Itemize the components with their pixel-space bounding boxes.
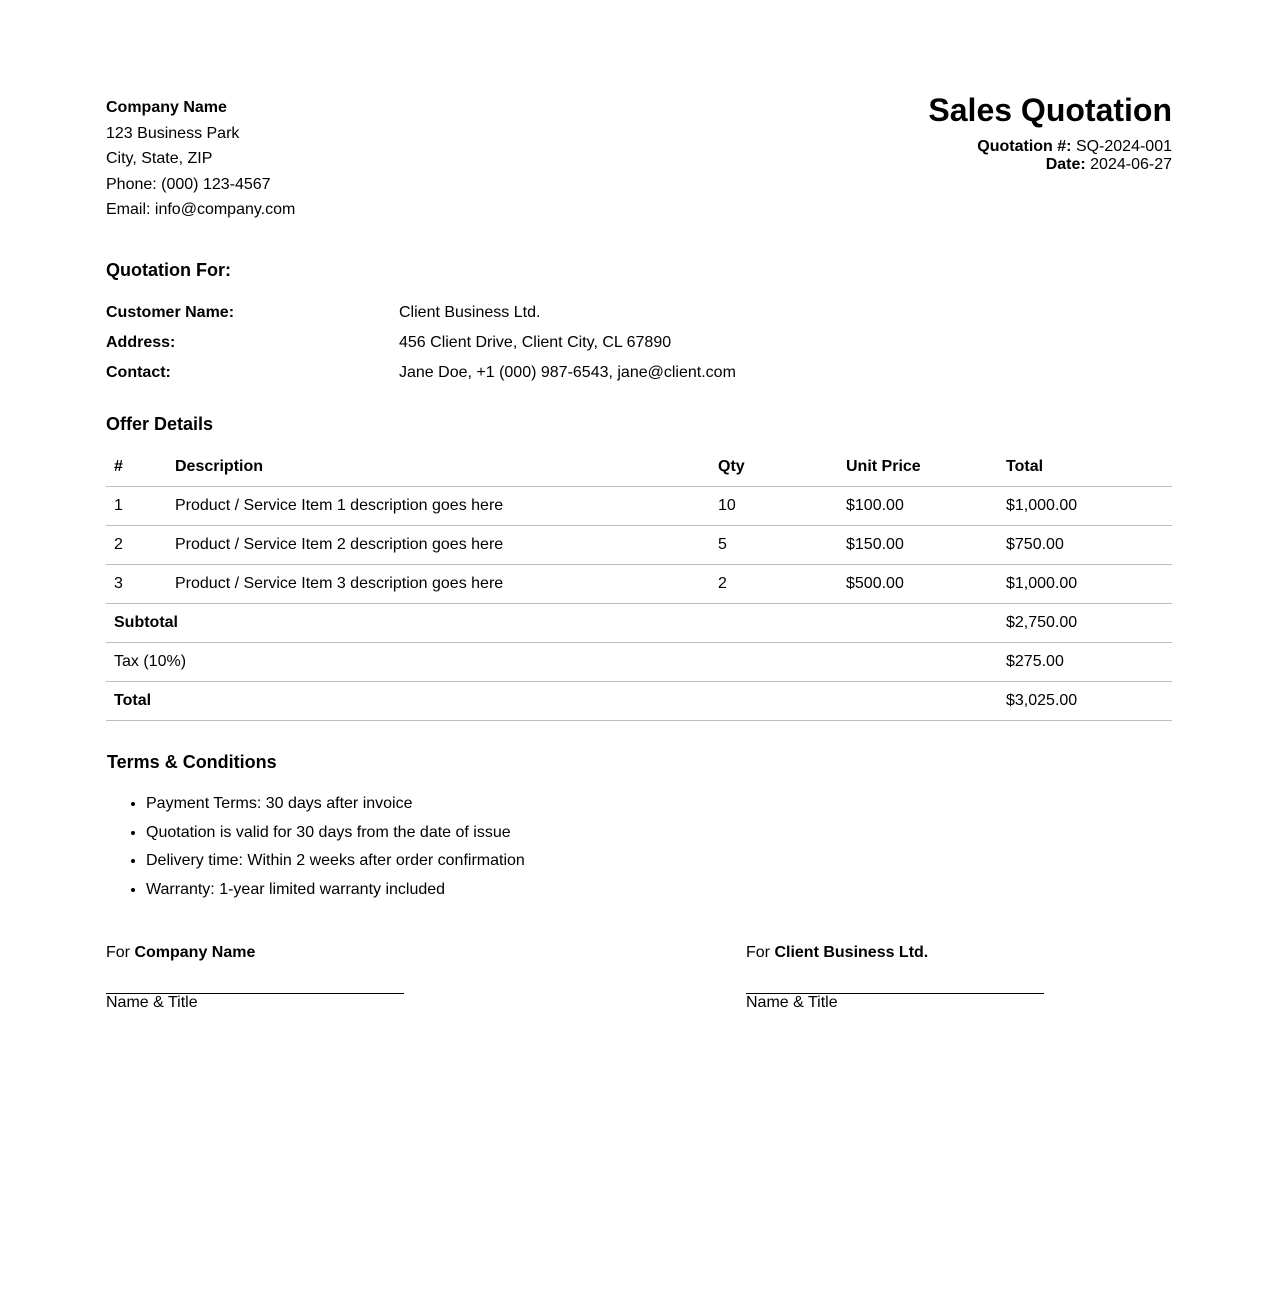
- col-header-unit-price: Unit Price: [838, 448, 998, 487]
- customer-address-row: [106, 328, 1172, 358]
- signature-prefix: For: [746, 944, 770, 961]
- subtotal-value: $2,750.00: [998, 604, 1172, 643]
- item-total: $750.00: [998, 526, 1172, 565]
- table-row: [106, 487, 1172, 526]
- item-qty: 5: [710, 526, 838, 565]
- quotation-date-row: [928, 156, 1172, 174]
- company-signature-block: [106, 942, 404, 1011]
- company-name: Company Name: [106, 99, 227, 116]
- signature-prefix: For: [106, 944, 130, 961]
- tax-value: $275.00: [998, 643, 1172, 682]
- document-header: [106, 0, 1172, 240]
- terms-item: • Warranty: 1-year limited warranty included: [146, 876, 1173, 905]
- total-value: $3,025.00: [998, 682, 1172, 721]
- customer-name-row: [106, 298, 1172, 328]
- total-row: [106, 682, 1172, 721]
- quotation-for-section: [106, 259, 1172, 388]
- quotation-number-label: Quotation #:: [977, 138, 1072, 155]
- company-signature-heading: [106, 942, 404, 964]
- customer-contact-value: Jane Doe, +1 (000) 987-6543, jane@client.com: [399, 364, 736, 381]
- customer-address-label: Address:: [106, 334, 176, 351]
- offer-details-section: [106, 413, 1172, 721]
- table-row: [106, 565, 1172, 604]
- item-qty: 2: [710, 565, 838, 604]
- item-number: 1: [106, 487, 167, 526]
- customer-contact-row: [106, 358, 1172, 388]
- customer-info: [106, 298, 1172, 388]
- terms-item: • Quotation is valid for 30 days from the date of issue: [146, 819, 1173, 848]
- customer-contact-label: Contact:: [106, 364, 171, 381]
- col-header-total: Total: [998, 448, 1172, 487]
- terms-section: [107, 751, 1173, 905]
- table-header-row: [106, 448, 1172, 487]
- terms-item: • Delivery time: Within 2 weeks after order confirmation: [146, 847, 1173, 876]
- quotation-number-row: [928, 138, 1172, 156]
- customer-name-value: Client Business Ltd.: [399, 304, 541, 321]
- signature-caption: Name & Title: [106, 994, 198, 1011]
- total-label: Total: [106, 682, 998, 721]
- tax-label: Tax (10%): [106, 643, 998, 682]
- signature-party: Company Name: [134, 944, 256, 961]
- item-unit-price: $100.00: [838, 487, 998, 526]
- quotation-meta: [928, 138, 1172, 174]
- col-header-number: #: [106, 448, 167, 487]
- company-address-line2: City, State, ZIP: [106, 150, 213, 167]
- quotation-number: SQ-2024-001: [1075, 138, 1172, 155]
- item-number: 2: [106, 526, 167, 565]
- quotation-for-title: Quotation For:: [106, 260, 231, 280]
- item-qty: 10: [710, 487, 838, 526]
- col-header-qty: Qty: [710, 448, 838, 487]
- signature-caption: Name & Title: [746, 994, 838, 1011]
- quotation-date: 2024-06-27: [1090, 156, 1172, 173]
- client-signature-heading: [746, 942, 1044, 964]
- item-total: $1,000.00: [998, 487, 1172, 526]
- client-signature-block: [746, 942, 1044, 1011]
- item-unit-price: $500.00: [838, 565, 998, 604]
- terms-item: • Payment Terms: 30 days after invoice: [146, 790, 1173, 819]
- table-row: [106, 526, 1172, 565]
- offer-details-title: Offer Details: [106, 414, 214, 434]
- terms-title: Terms & Conditions: [107, 752, 277, 772]
- subtotal-row: [106, 604, 1172, 643]
- document-title: Sales Quotation: [928, 92, 1172, 128]
- col-header-description: Description: [167, 448, 710, 487]
- quotation-page: [106, 0, 1172, 1011]
- customer-name-label: Customer Name:: [106, 304, 235, 321]
- item-unit-price: $150.00: [838, 526, 998, 565]
- company-info: [106, 95, 295, 223]
- tax-row: [106, 643, 1172, 682]
- item-total: $1,000.00: [998, 565, 1172, 604]
- quotation-date-label: Date:: [1045, 156, 1086, 173]
- signature-party: Client Business Ltd.: [774, 944, 929, 961]
- terms-list: [107, 790, 1173, 905]
- company-address-line1: 123 Business Park: [106, 124, 240, 142]
- company-email: Email: info@company.com: [106, 201, 296, 218]
- customer-address-value: 456 Client Drive, Client City, CL 67890: [399, 334, 672, 351]
- item-description: Product / Service Item 3 description goes here: [167, 565, 710, 604]
- subtotal-label: Subtotal: [106, 604, 998, 643]
- item-description: Product / Service Item 2 description goes here: [167, 526, 710, 565]
- item-description: Product / Service Item 1 description goes here: [167, 487, 710, 526]
- title-block: [928, 90, 1172, 174]
- offer-table: [106, 448, 1172, 721]
- company-phone: Phone: (000) 123-4567: [106, 175, 271, 193]
- item-number: 3: [106, 565, 167, 604]
